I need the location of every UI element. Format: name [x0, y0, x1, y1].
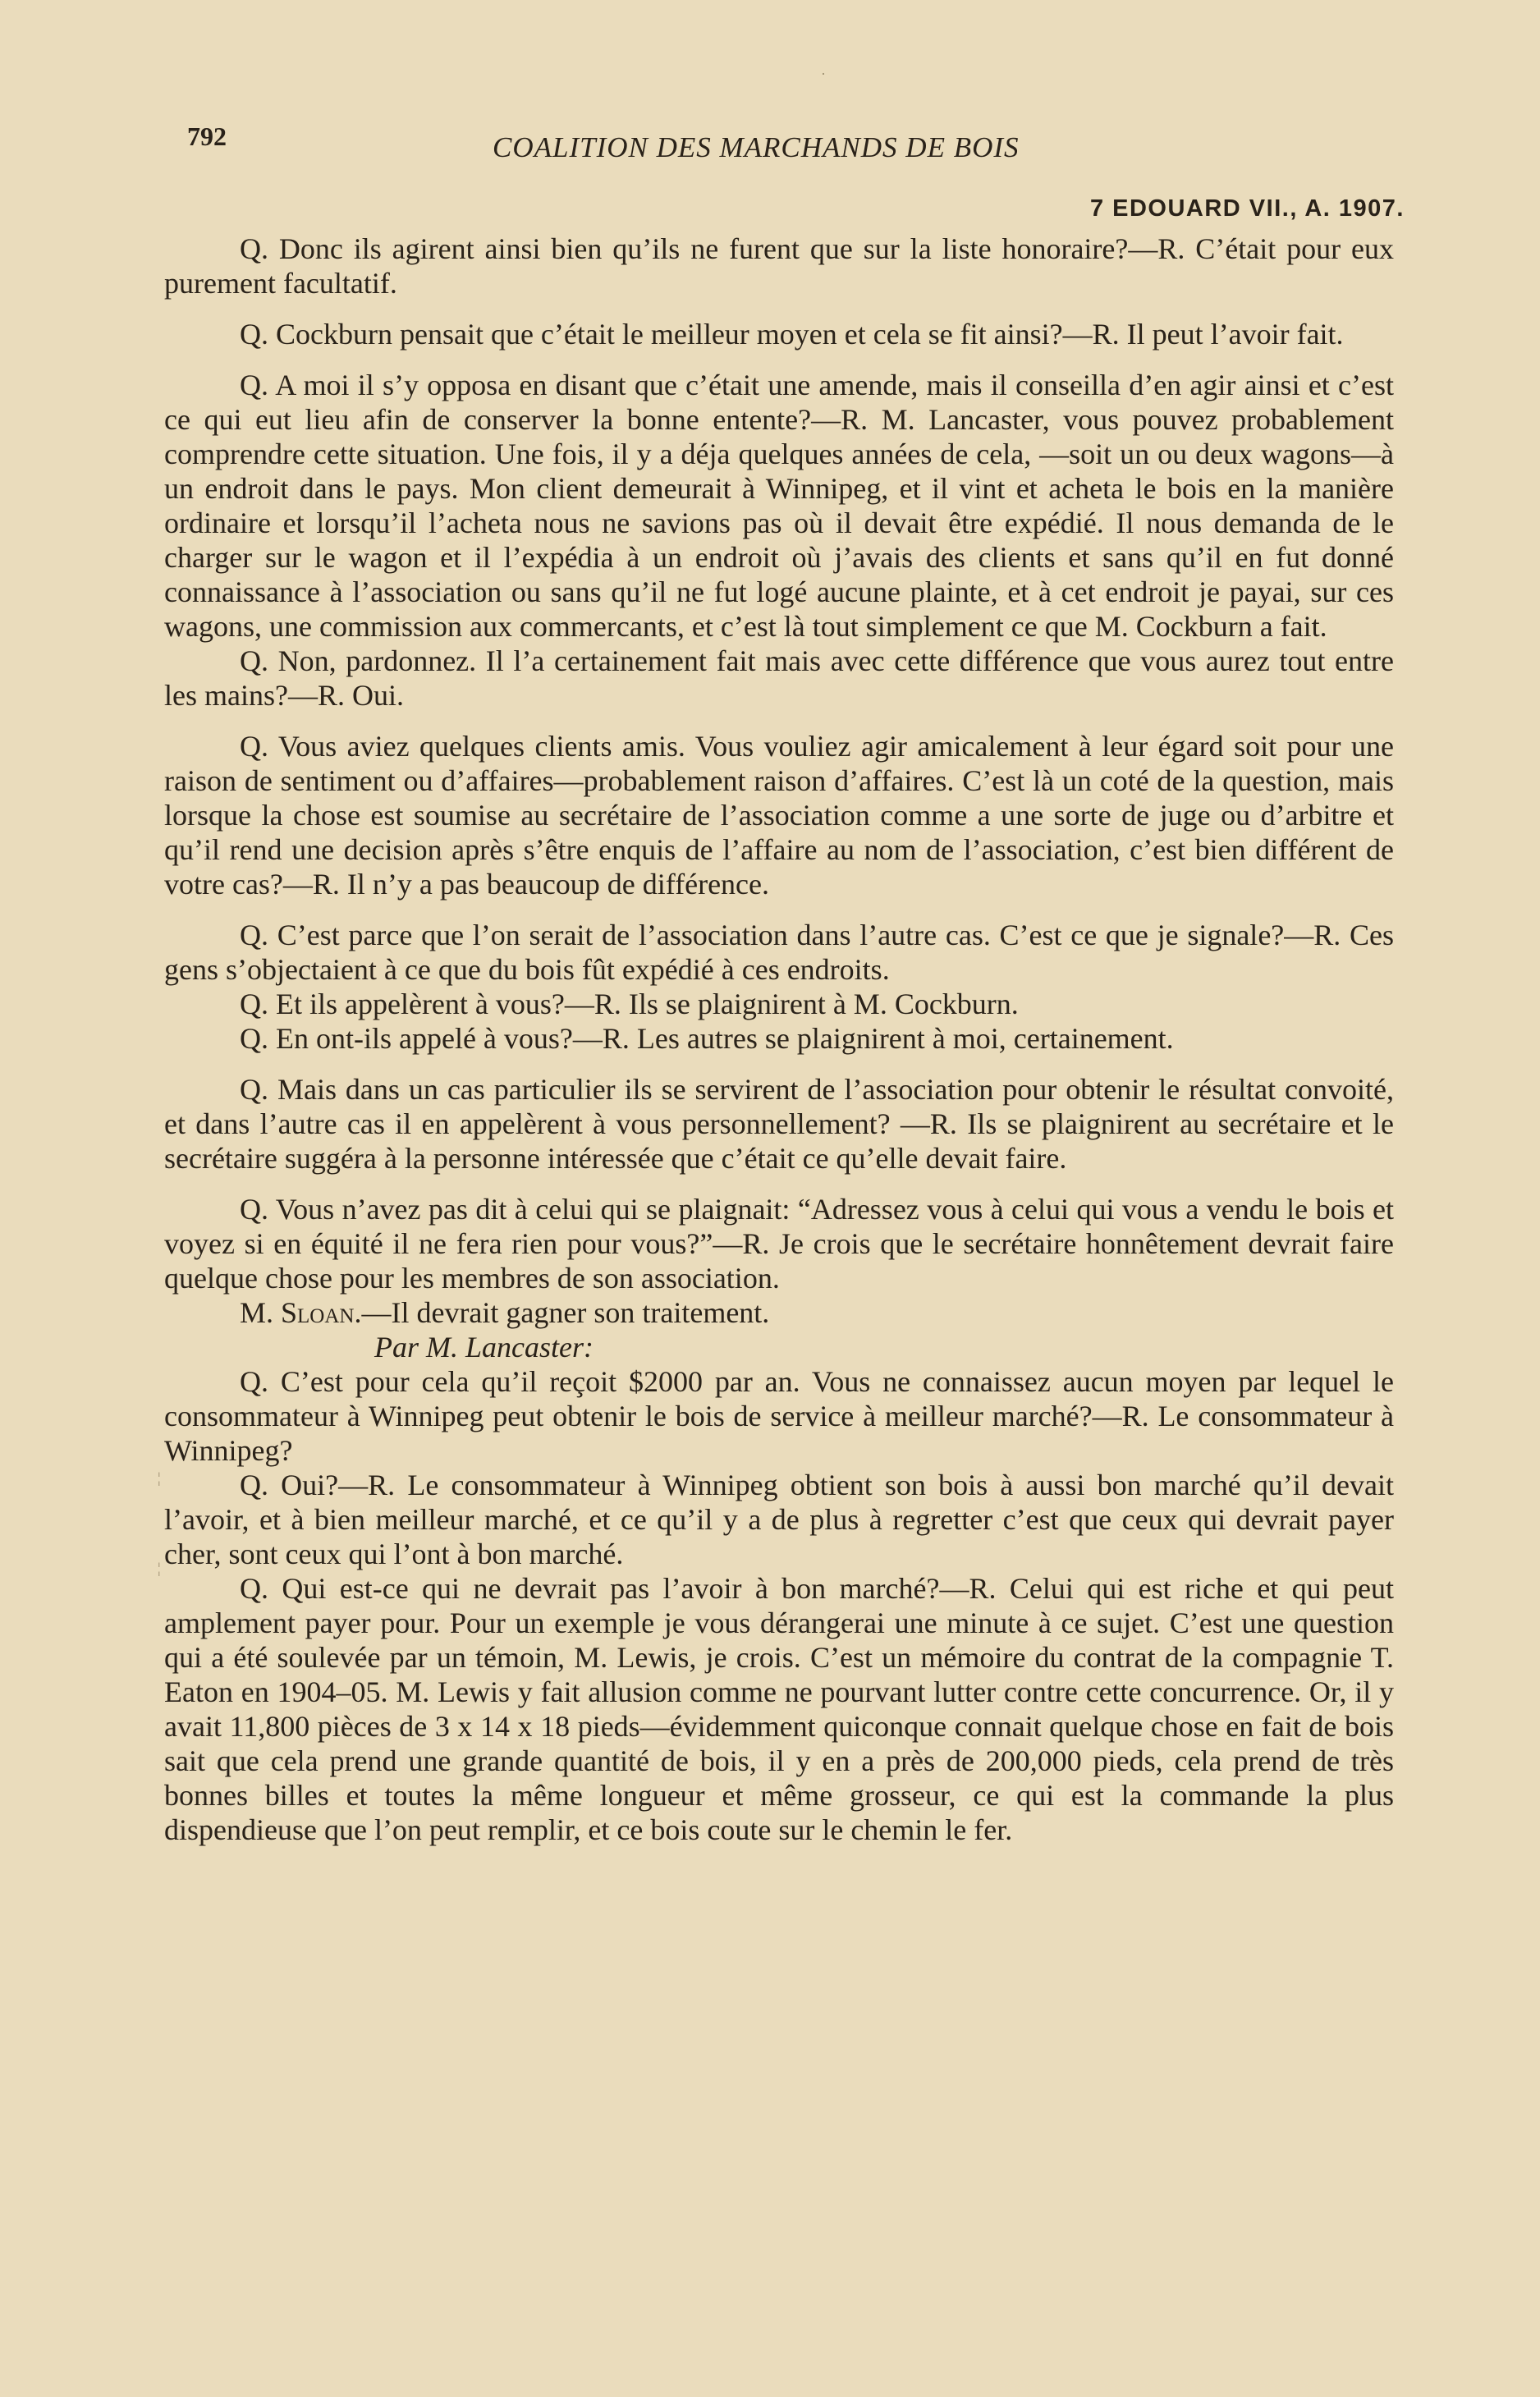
running-title: COALITION DES MARCHANDS DE BOIS — [493, 131, 1020, 163]
paragraph: Q. A moi il s’y opposa en disant que c’était une amende, mais il conseilla d’en agir ainsi et c’est ce qui eut lieu afin de conserver la bonne entente?—R. M. Lancaster, vous pouvez probablement comprendre cette situation. Une fois, il y a déja quelques années de cela, —soit un ou deux wagons—à un endroit dans le pays. Mon client demeurait à Winnipeg, et il vint et acheta le bois en la manière ordinaire et lorsqu’il l’acheta nous ne savions pas où il devait être expédié. Il nous demanda de le charger sur le wagon et il l’expédia à un endroit où j’avais des clients et sans qu’il en fut donné connaissance à l’association ou sans qu’il ne fut logé aucune plainte, et à cet endroit je payai, sur ces wagons, une commission aux commercants, et c’est là tout simplement ce que M. Cockburn a fait. — [164, 369, 1394, 643]
speaker-text: —Il devrait gagner son traitement. — [361, 1296, 770, 1329]
paragraph: Q. C’est parce que l’on serait de l’association dans l’autre cas. C’est ce que je signale?—R. Ces gens s’objectaient à ce que du bois fût expédié à ces endroits. — [164, 919, 1394, 986]
paragraph: Q. En ont-ils appelé à vous?—R. Les autres se plaignirent à moi, certainement. — [240, 1022, 1174, 1055]
paragraph: Q. Donc ils agirent ainsi bien qu’ils ne furent que sur la liste honoraire?—R. C’était pour eux purement facultatif. — [164, 232, 1394, 300]
page-number: 792 — [187, 121, 227, 151]
paper-speck: · — [821, 66, 826, 82]
margin-mark: ¦ — [158, 1560, 161, 1576]
paragraph: Q. Oui?—R. Le consommateur à Winnipeg obtient son bois à aussi bon marché qu’il devait l’avoir, et à bien meilleur marché, et ce qu’il y a de plus à regretter c’est que ceux qui devrait payer cher, sont ceux qui l’ont à bon marché. — [164, 1469, 1394, 1570]
margin-mark: ¦ — [158, 1469, 161, 1486]
paragraph: Q. Mais dans un cas particulier ils se servirent de l’association pour obtenir le résultat convoité, et dans l’autre cas il en appelèrent à vous personnellement? —R. Ils se plaignirent au secrétaire et le secrétaire suggéra à la personne intéressée que c’était ce qu’elle devait faire. — [164, 1073, 1394, 1175]
sloan-remark — [164, 1295, 1394, 1330]
body-text — [164, 231, 1394, 1847]
paragraph: Q. Cockburn pensait que c’était le meilleur moyen et cela se fit ainsi?—R. Il peut l’avoir fait. — [240, 318, 1344, 351]
paragraph: Q. Vous aviez quelques clients amis. Vous vouliez agir amicalement à leur égard soit pour une raison de sentiment ou d’affaires—probablement raison d’affaires. C’est là un coté de la question, mais lorsque la chose est soumise au secrétaire de l’association comme a une sorte de juge ou d’arbitre et qu’il rend une decision après s’être enquis de l’affaire au nom de l’association, c’est bien différent de votre cas?—R. Il n’y a pas beaucoup de différence. — [164, 730, 1394, 901]
session-reference: 7 EDOUARD VII., A. 1907. — [1089, 195, 1405, 222]
section-heading: Par M. Lancaster: — [374, 1331, 594, 1363]
paragraph: Q. Non, pardonnez. Il l’a certainement fait mais avec cette différence que vous aurez tout entre les mains?—R. Oui. — [164, 644, 1394, 712]
speaker-name: M. Sloan. — [240, 1296, 362, 1329]
paragraph: Q. C’est pour cela qu’il reçoit $2000 par an. Vous ne connaissez aucun moyen par lequel le consommateur à Winnipeg peut obtenir le bois de service à meilleur marché?—R. Le consommateur à Winnipeg? — [164, 1365, 1394, 1467]
paragraph: Q. Qui est-ce qui ne devrait pas l’avoir à bon marché?—R. Celui qui est riche et qui peut amplement payer pour. Pour un exemple je vous dérangerai une minute à ce sujet. C’est une question qui a été soulevée par un témoin, M. Lewis, je crois. C’est un mémoire du contrat de la compagnie T. Eaton en 1904–05. M. Lewis y fait allusion comme ne pourvant lutter contre cette concurrence. Or, il y avait 11,800 pièces de 3 x 14 x 18 pieds—évidemment quiconque connait quelque chose en fait de bois sait que cela prend une grande quantité de bois, il y en a près de 200,000 pieds, cela prend de très bonnes billes et toutes la même longueur et même grosseur, ce qui est la commande la plus dispendieuse que l’on peut remplir, et ce bois coute sur le chemin le fer. — [164, 1572, 1394, 1846]
paragraph: Q. Et ils appelèrent à vous?—R. Ils se plaignirent à M. Cockburn. — [240, 988, 1019, 1020]
paragraph: Q. Vous n’avez pas dit à celui qui se plaignait: “Adressez vous à celui qui vous a vendu le bois et voyez si en équité il ne fera rien pour vous?”—R. Je crois que le secrétaire honnêtement devrait faire quelque chose pour les membres de son association. — [164, 1193, 1394, 1295]
